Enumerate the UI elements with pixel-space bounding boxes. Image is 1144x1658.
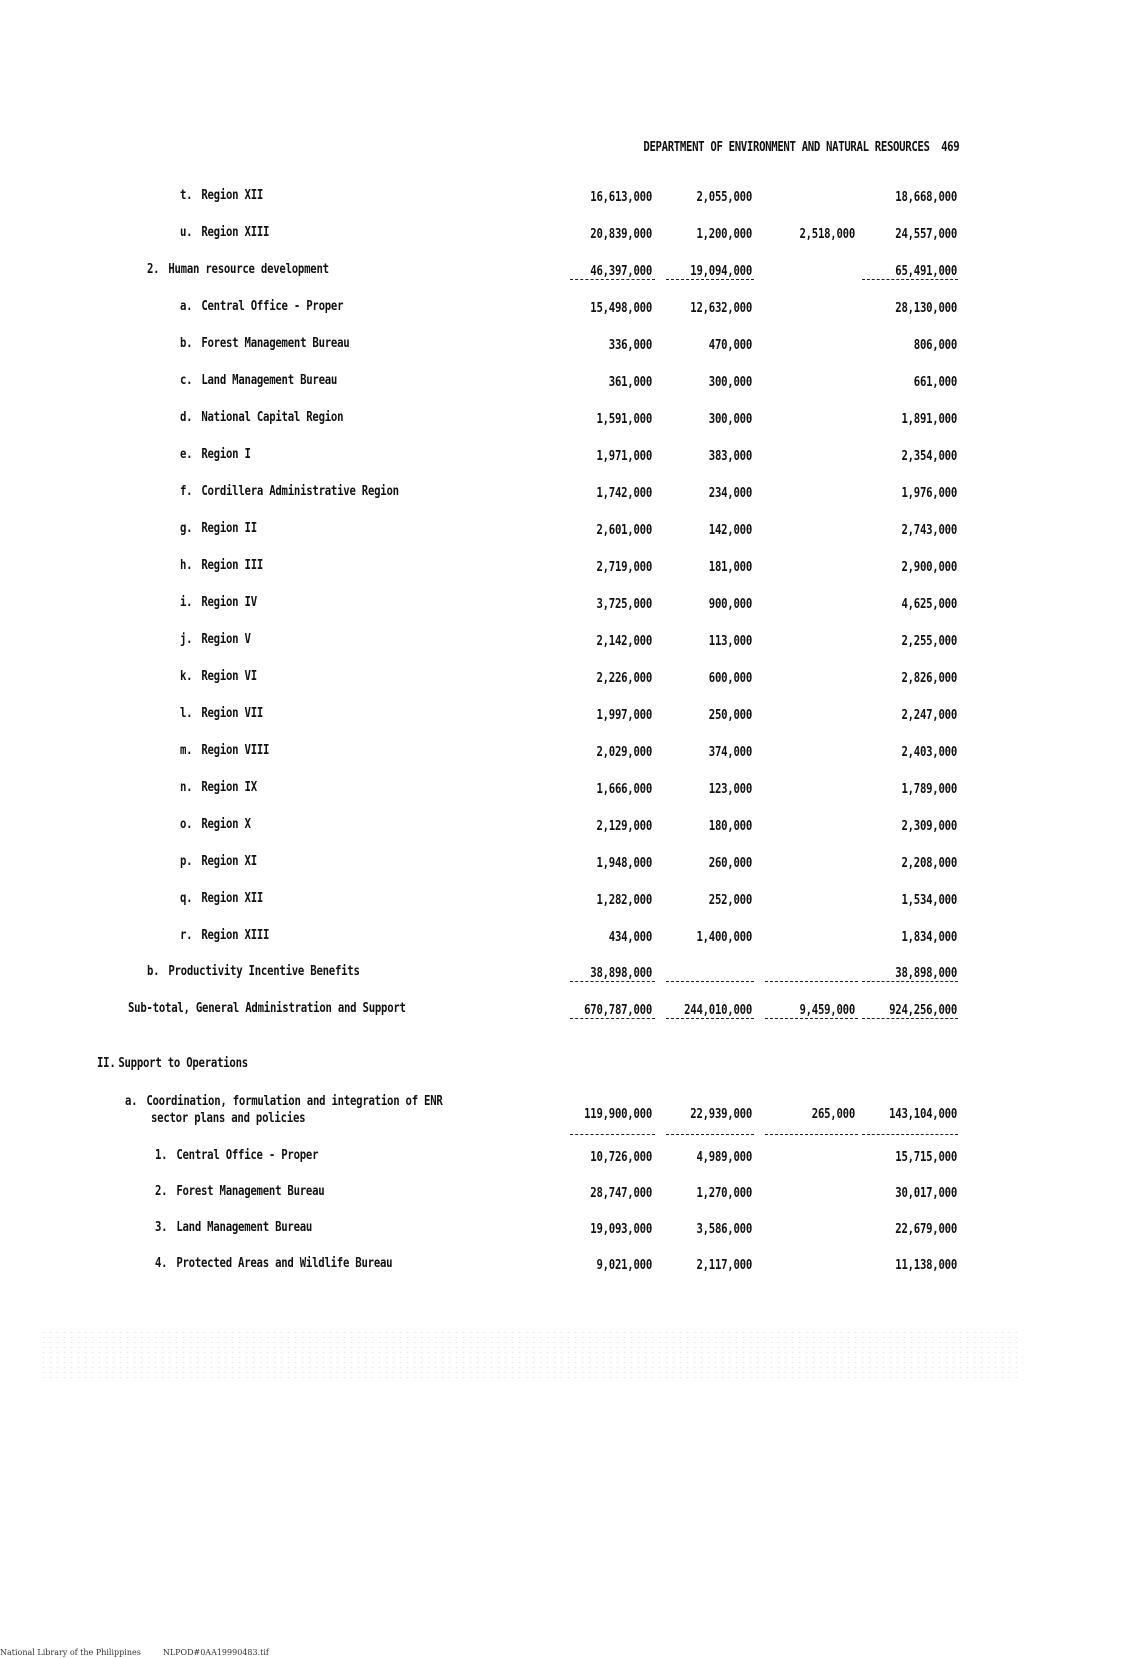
- row-u-region-xiii: [0, 225, 1144, 259]
- row-marker: p.: [180, 854, 193, 869]
- rule-line: [570, 279, 655, 280]
- amount-c2: 300,000: [708, 412, 752, 427]
- amount-c2: 2,117,000: [696, 1258, 752, 1273]
- amount-c1: 361,000: [608, 375, 652, 390]
- amount-c2: 4,989,000: [696, 1150, 752, 1165]
- row-label: [155, 1184, 324, 1199]
- row-label: [155, 1220, 312, 1235]
- amount-c4: 143,104,000: [889, 1107, 957, 1122]
- amount-c4: 18,668,000: [895, 190, 957, 205]
- row-label-text: Sub-total, General Administration and Support: [128, 1001, 406, 1016]
- header-title: DEPARTMENT OF ENVIRONMENT AND NATURAL RESOURCES: [643, 140, 930, 155]
- row-label: [147, 964, 360, 979]
- row-marker: t.: [180, 188, 193, 203]
- amount-c1: 119,900,000: [584, 1107, 652, 1122]
- rule-line: [862, 981, 958, 982]
- row-marker: b.: [180, 336, 193, 351]
- amount-c3: 9,459,000: [799, 1003, 855, 1018]
- row-marker: 3.: [155, 1220, 168, 1235]
- amount-c2: 12,632,000: [690, 301, 752, 316]
- amount-c4: 2,354,000: [901, 449, 957, 464]
- row-g-region-ii: [0, 521, 1144, 555]
- amount-c2: 2,055,000: [696, 190, 752, 205]
- row-label: [180, 410, 343, 425]
- rule-line: [666, 1134, 754, 1135]
- row-label: [97, 1056, 248, 1071]
- row-label: [125, 1094, 443, 1109]
- rule-line: [570, 1018, 655, 1019]
- amount-c1: 2,129,000: [596, 819, 652, 834]
- amount-c1: 19,093,000: [590, 1222, 652, 1237]
- row-label: [180, 373, 337, 388]
- row-label-text: Region II: [201, 521, 257, 536]
- amount-c4: 24,557,000: [895, 227, 957, 242]
- row-label-text: Region VIII: [201, 743, 270, 758]
- row-label-text: Region IV: [201, 595, 257, 610]
- amount-c1: 10,726,000: [590, 1150, 652, 1165]
- row-label: [180, 891, 263, 906]
- amount-c4: 2,826,000: [901, 671, 957, 686]
- row-label-text: Region XI: [201, 854, 257, 869]
- row-label: [180, 225, 269, 240]
- row-d-ncr: [0, 410, 1144, 444]
- row-label: [180, 817, 251, 832]
- amount-c2: 1,200,000: [696, 227, 752, 242]
- row-label-text: Region VI: [201, 669, 257, 684]
- amount-c2: 181,000: [708, 560, 752, 575]
- row-h-region-iii: [0, 558, 1144, 592]
- row-label-text: Region XII: [201, 891, 264, 906]
- amount-c1: 1,591,000: [596, 412, 652, 427]
- amount-c4: 1,789,000: [901, 782, 957, 797]
- row-label: [180, 558, 263, 573]
- row-marker: 1.: [155, 1148, 168, 1163]
- amount-c1: 1,282,000: [596, 893, 652, 908]
- row-label: [147, 262, 329, 277]
- amount-c3: 265,000: [811, 1107, 855, 1122]
- amount-c2: 600,000: [708, 671, 752, 686]
- amount-c1: 2,029,000: [596, 745, 652, 760]
- row-b-forest-mgmt: [0, 336, 1144, 370]
- row-label-text: Land Management Bureau: [176, 1220, 313, 1235]
- row-marker: r.: [180, 928, 193, 943]
- row-label: [180, 706, 263, 721]
- row-marker: m.: [180, 743, 193, 758]
- row-marker: d.: [180, 410, 193, 425]
- amount-c4: 2,403,000: [901, 745, 957, 760]
- footer-library: National Library of the Philippines: [0, 1648, 141, 1657]
- amount-c3: 2,518,000: [799, 227, 855, 242]
- row-label-text: Region XIII: [201, 928, 270, 943]
- row-marker: c.: [180, 373, 193, 388]
- row-label-text: Region X: [201, 817, 251, 832]
- row-marker: g.: [180, 521, 193, 536]
- row-marker: o.: [180, 817, 193, 832]
- row-marker: u.: [180, 225, 193, 240]
- rule-line: [862, 1134, 958, 1135]
- amount-c4: 2,743,000: [901, 523, 957, 538]
- amount-c1: 1,666,000: [596, 782, 652, 797]
- rule-line: [765, 1134, 858, 1135]
- scan-noise: [40, 1330, 1020, 1380]
- amount-c1: 1,742,000: [596, 486, 652, 501]
- row-marker: j.: [180, 632, 193, 647]
- amount-c2: 234,000: [708, 486, 752, 501]
- row-j-region-v: [0, 632, 1144, 666]
- amount-c2: 113,000: [708, 634, 752, 649]
- row-label-text: Region III: [201, 558, 264, 573]
- row-f-car: [0, 484, 1144, 518]
- amount-c4: 38,898,000: [895, 966, 957, 981]
- amount-c4: 28,130,000: [895, 301, 957, 316]
- row-marker: II.: [97, 1056, 116, 1071]
- row-label-text: Forest Management Bureau: [201, 336, 350, 351]
- row-label-text: Region IX: [201, 780, 257, 795]
- row-l-region-vii: [0, 706, 1144, 740]
- row-m-region-viii: [0, 743, 1144, 777]
- row-marker: l.: [180, 706, 193, 721]
- amount-c4: 2,208,000: [901, 856, 957, 871]
- amount-c1: 2,142,000: [596, 634, 652, 649]
- row-marker: a.: [180, 299, 193, 314]
- row-a-coordination: [0, 1094, 1144, 1128]
- row-label-text: National Capital Region: [201, 410, 344, 425]
- row-label: [180, 595, 257, 610]
- rule-line: [765, 1018, 858, 1019]
- row-label: [180, 299, 343, 314]
- row-label-text: Region V: [201, 632, 251, 647]
- rule-line: [666, 279, 754, 280]
- amount-c1: 336,000: [608, 338, 652, 353]
- amount-c1: 2,601,000: [596, 523, 652, 538]
- amount-c4: 2,247,000: [901, 708, 957, 723]
- row-label-text: Protected Areas and Wildlife Bureau: [176, 1256, 393, 1271]
- amount-c2: 3,586,000: [696, 1222, 752, 1237]
- row-label-text: Region XII: [201, 188, 264, 203]
- amount-c2: 252,000: [708, 893, 752, 908]
- amount-c2: 383,000: [708, 449, 752, 464]
- amount-c4: 1,834,000: [901, 930, 957, 945]
- row-3-land-mgmt: [0, 1220, 1144, 1254]
- amount-c2: 244,010,000: [684, 1003, 752, 1018]
- rule-line: [862, 1018, 958, 1019]
- amount-c1: 20,839,000: [590, 227, 652, 242]
- row-marker: 2.: [155, 1184, 168, 1199]
- rule-line: [570, 981, 655, 982]
- amount-c4: 2,900,000: [901, 560, 957, 575]
- row-ii-support: [0, 1056, 1144, 1090]
- row-label-text: Cordillera Administrative Region: [201, 484, 399, 499]
- row-marker: h.: [180, 558, 193, 573]
- amount-c2: 900,000: [708, 597, 752, 612]
- amount-c4: 661,000: [913, 375, 957, 390]
- row-label: [180, 484, 399, 499]
- amount-c4: 806,000: [913, 338, 957, 353]
- amount-c1: 28,747,000: [590, 1186, 652, 1201]
- row-label-text: Region I: [201, 447, 251, 462]
- amount-c4: 30,017,000: [895, 1186, 957, 1201]
- scan-footer: [0, 1648, 291, 1657]
- amount-c2: 142,000: [708, 523, 752, 538]
- row-o-region-x: [0, 817, 1144, 851]
- amount-c1: 1,997,000: [596, 708, 652, 723]
- row-4-protected-areas: [0, 1256, 1144, 1290]
- amount-c1: 2,226,000: [596, 671, 652, 686]
- row-label: [180, 188, 263, 203]
- amount-c2: 300,000: [708, 375, 752, 390]
- amount-c1: 1,971,000: [596, 449, 652, 464]
- row-label: [180, 447, 251, 462]
- amount-c1: 670,787,000: [584, 1003, 652, 1018]
- rule-line: [666, 981, 754, 982]
- row-label: [180, 743, 269, 758]
- row-marker: 4.: [155, 1256, 168, 1271]
- footer-file: NLPOD#0AA19990483.tif: [162, 1648, 269, 1657]
- row-t-region-xii: [0, 188, 1144, 222]
- row-marker: f.: [180, 484, 193, 499]
- page-header: [643, 140, 959, 155]
- rule-line: [666, 1018, 754, 1019]
- row-label: [128, 1001, 406, 1016]
- amount-c1: 9,021,000: [596, 1258, 652, 1273]
- amount-c1: 1,948,000: [596, 856, 652, 871]
- amount-c1: 434,000: [608, 930, 652, 945]
- row-marker: 2.: [147, 262, 160, 277]
- row-marker: n.: [180, 780, 193, 795]
- row-e-region-i: [0, 447, 1144, 481]
- amount-c4: 2,255,000: [901, 634, 957, 649]
- row-label-text: Region XIII: [201, 225, 270, 240]
- row-2-forest-mgmt: [0, 1184, 1144, 1218]
- row-label: [180, 928, 269, 943]
- amount-c4: 65,491,000: [895, 264, 957, 279]
- row-marker: a.: [125, 1094, 138, 1109]
- amount-c4: 15,715,000: [895, 1150, 957, 1165]
- row-marker: k.: [180, 669, 193, 684]
- row-p-region-xi: [0, 854, 1144, 888]
- amount-c4: 924,256,000: [889, 1003, 957, 1018]
- row-label-text: Forest Management Bureau: [176, 1184, 325, 1199]
- rule-line: [765, 981, 858, 982]
- row-label-text: Productivity Incentive Benefits: [168, 964, 360, 979]
- row-label: [155, 1148, 318, 1163]
- row-label-text: Support to Operations: [118, 1056, 248, 1071]
- row-label-text: Central Office - Proper: [176, 1148, 319, 1163]
- amount-c4: 1,976,000: [901, 486, 957, 501]
- amount-c2: 19,094,000: [690, 264, 752, 279]
- amount-c2: 374,000: [708, 745, 752, 760]
- row-label: [155, 1256, 392, 1271]
- row-a-central-office: [0, 299, 1144, 333]
- row-label-text: Land Management Bureau: [201, 373, 338, 388]
- amount-c4: 11,138,000: [895, 1258, 957, 1273]
- row-i-region-iv: [0, 595, 1144, 629]
- amount-c1: 3,725,000: [596, 597, 652, 612]
- amount-c2: 250,000: [708, 708, 752, 723]
- row-1-central-office: [0, 1148, 1144, 1182]
- row-label-text: Central Office - Proper: [201, 299, 344, 314]
- rule-line: [570, 1134, 655, 1135]
- amount-c2: 260,000: [708, 856, 752, 871]
- row-n-region-ix: [0, 780, 1144, 814]
- row-label: [180, 854, 257, 869]
- amount-c4: 1,534,000: [901, 893, 957, 908]
- amount-c1: 38,898,000: [590, 966, 652, 981]
- amount-c2: 470,000: [708, 338, 752, 353]
- row-label-text: Human resource development: [168, 262, 329, 277]
- row-marker: b.: [147, 964, 160, 979]
- amount-c2: 123,000: [708, 782, 752, 797]
- row-marker: q.: [180, 891, 193, 906]
- row-marker: i.: [180, 595, 193, 610]
- row-label: [180, 632, 251, 647]
- amount-c2: 1,270,000: [696, 1186, 752, 1201]
- amount-c4: 2,309,000: [901, 819, 957, 834]
- amount-c1: 46,397,000: [590, 264, 652, 279]
- row-r-region-xiii: [0, 928, 1144, 962]
- row-label: [180, 669, 257, 684]
- row-label: [180, 521, 257, 536]
- amount-c1: 2,719,000: [596, 560, 652, 575]
- amount-c4: 22,679,000: [895, 1222, 957, 1237]
- row-k-region-vi: [0, 669, 1144, 703]
- rule-line: [862, 279, 958, 280]
- row-label-continuation: sector plans and policies: [151, 1111, 306, 1126]
- row-label-text: Region VII: [201, 706, 264, 721]
- row-label: [180, 780, 257, 795]
- row-label-text: Coordination, formulation and integration of ENR: [146, 1094, 443, 1109]
- row-c-land-mgmt: [0, 373, 1144, 407]
- amount-c2: 1,400,000: [696, 930, 752, 945]
- amount-c1: 15,498,000: [590, 301, 652, 316]
- row-label: [180, 336, 349, 351]
- amount-c2: 22,939,000: [690, 1107, 752, 1122]
- amount-c2: 180,000: [708, 819, 752, 834]
- page-number: 469: [940, 140, 959, 155]
- amount-c4: 1,891,000: [901, 412, 957, 427]
- row-q-region-xii: [0, 891, 1144, 925]
- amount-c1: 16,613,000: [590, 190, 652, 205]
- row-marker: e.: [180, 447, 193, 462]
- amount-c4: 4,625,000: [901, 597, 957, 612]
